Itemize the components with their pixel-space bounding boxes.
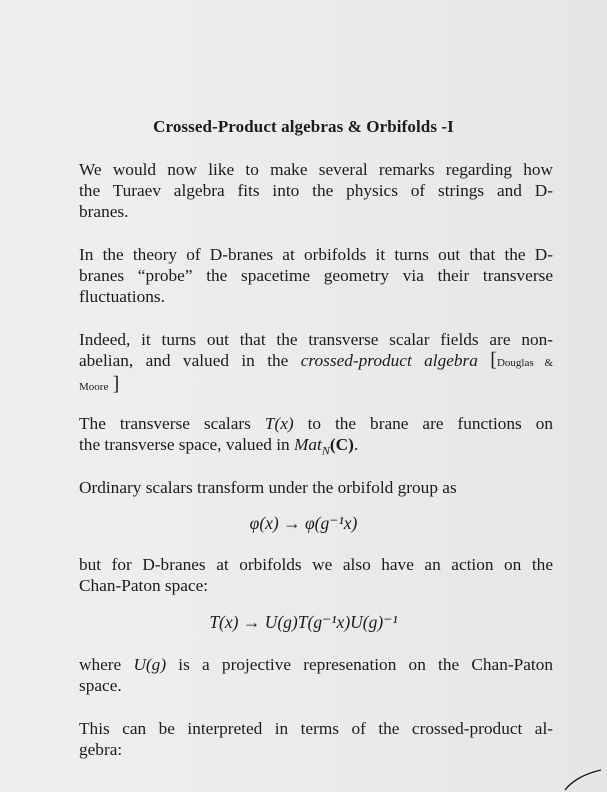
text-span: abelian, and valued in the bbox=[79, 351, 301, 370]
citation-authors: Douglas & bbox=[496, 357, 554, 369]
text-line: fluctuations. bbox=[79, 287, 165, 306]
paragraph-dbranes-theory bbox=[79, 244, 553, 307]
text-line: Chan-Paton space: bbox=[79, 576, 209, 595]
text-line: We would now like to make several remarks regarding how bbox=[79, 160, 553, 179]
paragraph-intro bbox=[79, 159, 553, 222]
text-line: the Turaev algebra fits into the physics of strings and D- bbox=[79, 181, 553, 200]
paragraph-projective-rep bbox=[79, 654, 553, 696]
text-line: This can be interpreted in terms of the crossed-product al- bbox=[79, 719, 553, 738]
text-line bbox=[79, 350, 553, 374]
text-line: gebra: bbox=[79, 740, 123, 759]
text-line: but for D-branes at orbifolds we also have an action on the bbox=[79, 555, 553, 574]
text-line: Indeed, it turns out that the transverse scalar fields are non- bbox=[79, 330, 553, 349]
text-line: Ordinary scalars transform under the orbifold group as bbox=[79, 478, 457, 497]
text-span: . bbox=[353, 435, 359, 454]
paragraph-ordinary-scalars bbox=[79, 477, 553, 498]
text-line: branes “probe” the spacetime geometry via their transverse bbox=[79, 266, 553, 285]
text-line: branes. bbox=[79, 202, 129, 221]
text-line bbox=[79, 374, 553, 398]
paragraph-chan-paton bbox=[79, 554, 553, 596]
paragraph-crossed-product bbox=[79, 329, 553, 398]
text-line bbox=[79, 654, 553, 675]
text-line bbox=[79, 434, 553, 461]
paragraph-transverse-scalars bbox=[79, 413, 553, 461]
paragraph-interpretation bbox=[79, 718, 553, 760]
math-U-of-g: U(g) bbox=[133, 655, 167, 674]
text-span: where bbox=[79, 655, 134, 674]
citation-close-bracket: ] bbox=[112, 373, 120, 395]
citation-authors-cont: Moore bbox=[79, 381, 109, 393]
pen-stroke-mark bbox=[557, 762, 607, 792]
math-T-of-x: T(x) bbox=[264, 414, 294, 433]
equation-scalar-transform: φ(x) → φ(g⁻¹x) bbox=[249, 513, 358, 533]
pen-stroke-path bbox=[565, 770, 601, 790]
text-span: the transverse space, valued in bbox=[79, 435, 294, 454]
citation-open-bracket: [ bbox=[490, 349, 497, 371]
text-line: space. bbox=[79, 676, 122, 695]
emphasis-crossed-product-algebra: crossed-product algebra bbox=[300, 351, 478, 370]
text-span: is a projective represenation on the Chan-Paton bbox=[166, 655, 553, 674]
text-line: In the theory of D-branes at orbifolds it turns out that the D- bbox=[79, 245, 553, 264]
equation-brane-transform: T(x) → U(g)T(g⁻¹x)U(g)⁻¹ bbox=[209, 612, 398, 632]
math-complex-field: (C) bbox=[329, 435, 354, 454]
text-span: The transverse scalars bbox=[79, 414, 265, 433]
math-subscript-N: N bbox=[321, 443, 330, 458]
math-mat: Mat bbox=[293, 435, 322, 454]
page-title: Crossed-Product algebras & Orbifolds -I bbox=[153, 117, 454, 136]
text-line bbox=[79, 413, 553, 434]
text-span: to the brane are functions on bbox=[293, 414, 554, 433]
